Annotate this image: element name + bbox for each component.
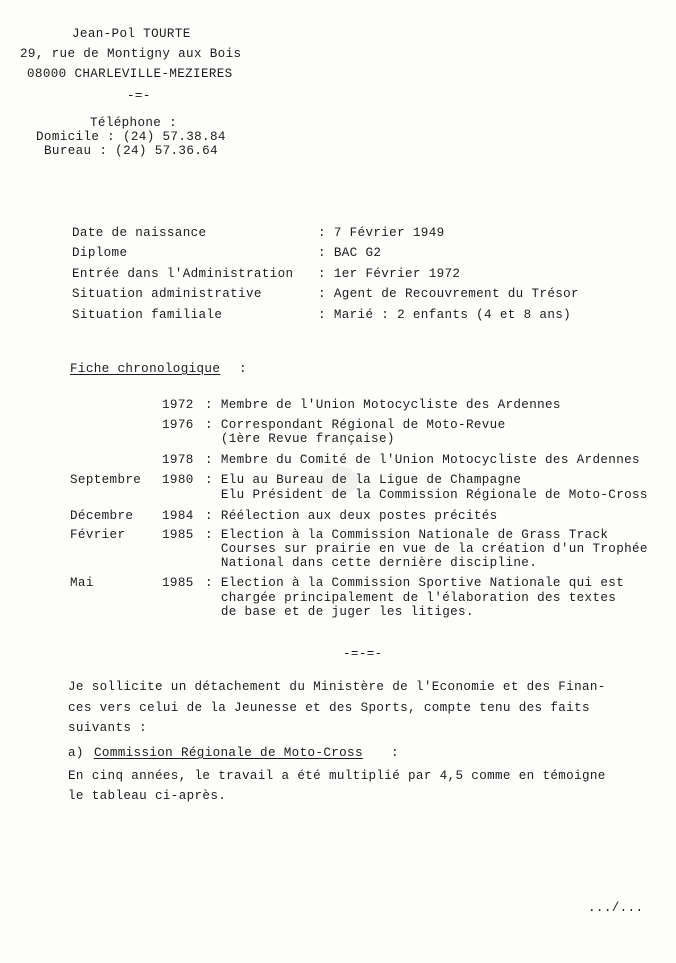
entry-text: : Election à la Commission Sportive Nationale qui est (205, 576, 625, 590)
sender-address-street: 29, rue de Montigny aux Bois (20, 47, 242, 61)
entry-text: : Membre du Comité de l'Union Motocycliste des Ardennes (205, 453, 640, 467)
phone-office: Bureau : (24) 57.36.64 (44, 144, 218, 158)
sender-name: Jean-Pol TOURTE (72, 27, 191, 41)
entry-text: : Réélection aux deux postes précités (205, 509, 498, 523)
entry-year: 1980 (162, 473, 194, 487)
entry-text: chargée principalement de l'élaboration des textes (205, 591, 617, 605)
chronology-heading: Fiche chronologique (70, 362, 221, 376)
info-value: : 1er Février 1972 (318, 267, 461, 281)
entry-year: 1985 (162, 576, 194, 590)
info-value: : Agent de Recouvrement du Trésor (318, 287, 579, 301)
entry-text: : Correspondant Régional de Moto-Revue (205, 418, 506, 432)
section-separator: -=-=- (343, 647, 383, 661)
header-separator: -=- (127, 89, 151, 103)
entry-year: 1985 (162, 528, 194, 542)
entry-text: : Election à la Commission Nationale de Grass Track (205, 528, 609, 542)
entry-text: de base et de juger les litiges. (205, 605, 474, 619)
info-value: : Marié : 2 enfants (4 et 8 ans) (318, 308, 572, 322)
section-a-line: En cinq années, le travail a été multiplié par 4,5 comme en témoigne (68, 769, 606, 783)
entry-year: 1972 (162, 398, 194, 412)
section-a-colon: : (391, 746, 399, 760)
entry-text: (1ère Revue française) (205, 432, 395, 446)
chronology-heading-colon: : (239, 362, 247, 376)
entry-year: 1978 (162, 453, 194, 467)
info-label: Date de naissance (72, 226, 207, 240)
info-label: Diplome (72, 246, 128, 260)
section-a-title: Commission Régionale de Moto-Cross (94, 746, 363, 760)
entry-month: Mai (70, 576, 94, 590)
info-label: Situation administrative (72, 287, 262, 301)
section-a-prefix: a) (68, 746, 84, 760)
entry-text: : Elu au Bureau de la Ligue de Champagne (205, 473, 522, 487)
info-value: : 7 Février 1949 (318, 226, 445, 240)
sender-address-city: 08000 CHARLEVILLE-MEZIERES (27, 67, 233, 81)
info-value: : BAC G2 (318, 246, 382, 260)
entry-month: Septembre (70, 473, 142, 487)
entry-text: National dans cette dernière discipline. (205, 556, 538, 570)
continuation-mark: .../... (588, 901, 644, 915)
entry-year: 1984 (162, 509, 194, 523)
request-line: ces vers celui de la Jeunesse et des Sports, compte tenu des faits (68, 701, 590, 715)
entry-text: Courses sur prairie en vue de la création d'un Trophée (205, 542, 648, 556)
request-line: suivants : (68, 721, 148, 735)
request-line: Je sollicite un détachement du Ministère de l'Economie et des Finan- (68, 680, 606, 694)
phone-home: Domicile : (24) 57.38.84 (36, 130, 226, 144)
info-label: Situation familiale (72, 308, 223, 322)
info-label: Entrée dans l'Administration (72, 267, 294, 281)
phone-heading: Téléphone : (90, 116, 177, 130)
section-a-line: le tableau ci-après. (68, 789, 227, 803)
entry-text: Elu Président de la Commission Régionale de Moto-Cross (205, 488, 648, 502)
entry-month: Février (70, 528, 126, 542)
entry-text: : Membre de l'Union Motocycliste des Ardennes (205, 398, 561, 412)
entry-month: Décembre (70, 509, 134, 523)
entry-year: 1976 (162, 418, 194, 432)
